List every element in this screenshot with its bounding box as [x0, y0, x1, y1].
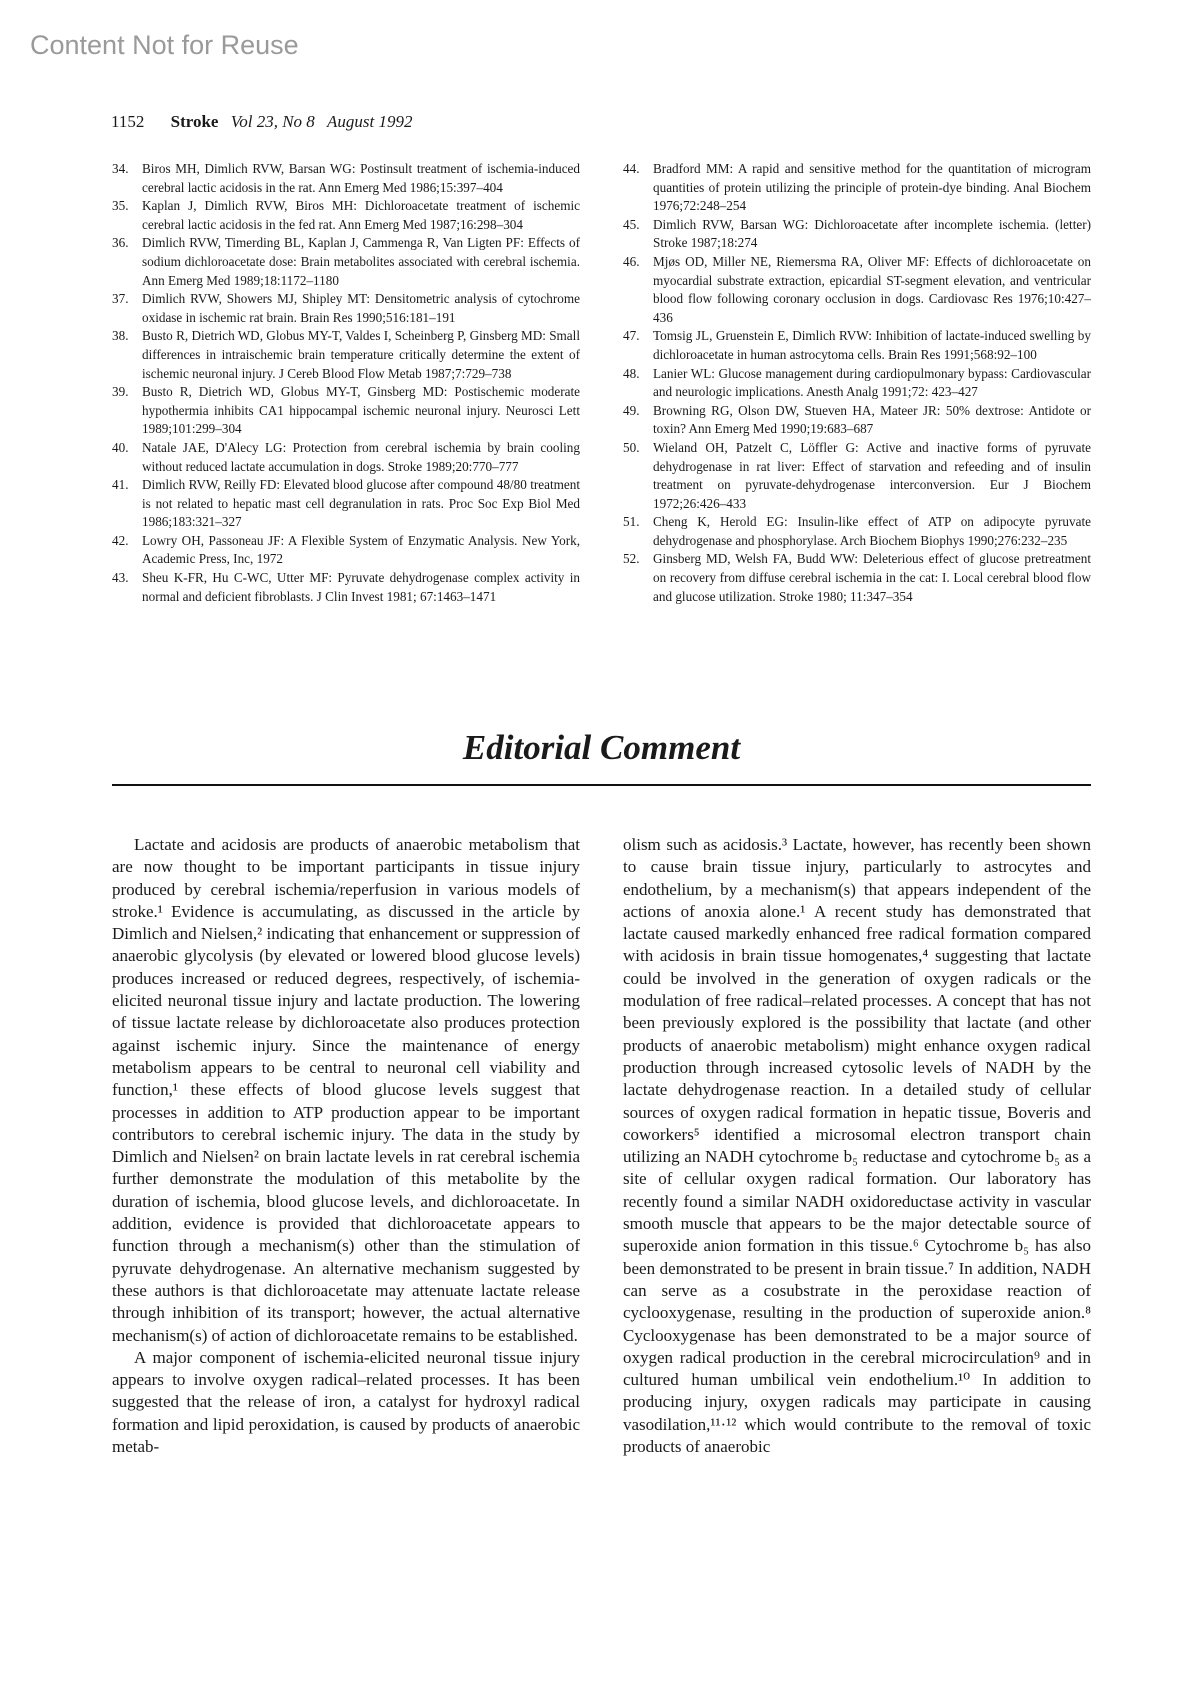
page-number: 1152: [111, 112, 145, 131]
reference-text: Dimlich RVW, Showers MJ, Shipley MT: Densitometric analysis of cytochrome oxidase in ischemic rat brain. Brain Res 1990;516:181–191: [142, 291, 580, 325]
reference-item: [623, 365, 1091, 402]
reference-number: 45.: [623, 216, 640, 232]
reference-text: Wieland OH, Patzelt C, Löffler G: Active and inactive forms of pyruvate dehydrogenase in rat liver: Effect of starvation and refeeding and of insulin treatment on pyruvate-dehydrogenase interconversion. Eur J Biochem 1972;26:426–433: [653, 439, 1091, 511]
reference-number: 44.: [623, 161, 640, 176]
body-column-right: [623, 834, 1091, 1458]
reference-number: 46.: [623, 253, 640, 269]
reference-number: 39.: [112, 384, 129, 400]
reference-text: Ginsberg MD, Welsh FA, Budd WW: Deleterious effect of glucose pretreatment on recovery from diffuse cerebral ischemia in the cat: I. Local cerebral blood flow and glucose utilization. Stroke 1980; 11:347–354: [653, 551, 1091, 604]
reference-text: Lanier WL: Glucose management during cardiopulmonary bypass: Cardiovascular and neurologic implications. Anesth Analg 1991;72: 423–427: [653, 365, 1091, 400]
reference-text: Natale JAE, D'Alecy LG: Protection from cerebral ischemia by brain cooling without reduced lactate accumulation in dogs. Stroke 1989;20:770–777: [142, 439, 580, 474]
reference-number: 41.: [112, 477, 129, 493]
reference-number: 50.: [623, 439, 640, 455]
reference-text: Busto R, Dietrich WD, Globus MY-T, Valdes I, Scheinberg P, Ginsberg MD: Small differences in intraischemic brain temperature critically determine the extent of ischemic neuronal injury. J Cereb Blood Flow Metab 1987;7:729–738: [142, 328, 580, 381]
reference-list-left: [112, 160, 580, 606]
body-paragraph: Lactate and acidosis are products of anaerobic metabolism that are now thought to be important participants in tissue injury produced by cerebral ischemia/reperfusion in various models of stroke.¹ Evidence is accumulating, as discussed in the article by Dimlich and Nielsen,² indicating that enhancement or suppression of anaerobic glycolysis (by elevated or lowered blood glucose levels) produces increased or reduced degrees, respectively, of ischemia-elicited neuronal tissue injury and lactate production. The lowering of tissue lactate release by dichloroacetate also produces protection against ischemic injury. Since the maintenance of energy metabolism appears to be central to neuronal cell viability and function,¹ these effects of blood glucose levels suggest that processes in addition to ATP production appear to be important contributors to cerebral ischemic injury. The data in the study by Dimlich and Nielsen² on brain lactate levels in rat cerebral ischemia further demonstrate the modulation of this metabolite by the duration of ischemia, blood glucose levels, and dichloroacetate. In addition, evidence is provided that dichloroacetate appears to function through a mechanism(s) other than the stimulation of pyruvate dehydrogenase. An alternative mechanism suggested by these authors is that dichloroacetate may attenuate lactate release through inhibition of its transport; however, the actual alternative mechanism(s) of action of dichloroacetate remains to be established.: [112, 835, 580, 1345]
reference-item: [623, 253, 1091, 327]
reference-item: [112, 327, 580, 383]
reference-item: [623, 327, 1091, 364]
reference-text: Biros MH, Dimlich RVW, Barsan WG: Postinsult treatment of ischemia-induced cerebral lactic acidosis in the rat. Ann Emerg Med 1986;15:397–404: [142, 161, 580, 195]
reference-item: [112, 532, 580, 569]
reference-number: 43.: [112, 570, 129, 586]
reference-item: [623, 402, 1091, 439]
reference-number: 40.: [112, 439, 129, 455]
reference-number: 42.: [112, 532, 129, 548]
reference-text: Browning RG, Olson DW, Stueven HA, Mateer JR: 50% dextrose: Antidote or toxin? Ann Emerg Med 1990;19:683–687: [653, 402, 1091, 437]
reference-text: Sheu K-FR, Hu C-WC, Utter MF: Pyruvate dehydrogenase complex activity in normal and deficient fibroblasts. J Clin Invest 1981; 67:1463–1471: [142, 570, 580, 604]
reference-item: [623, 216, 1091, 253]
running-head: [111, 112, 413, 132]
reference-item: [112, 290, 580, 327]
reference-item: [623, 513, 1091, 550]
title-rule: [112, 784, 1091, 786]
reference-text: Mjøs OD, Miller NE, Riemersma RA, Oliver MF: Effects of dichloroacetate on myocardial substrate extraction, epicardial ST-segment elevation, and ventricular blood flow following coronary occlusion in dogs. Cardiovasc Res 1976;10:427–436: [653, 253, 1091, 325]
reference-text: Tomsig JL, Gruenstein E, Dimlich RVW: Inhibition of lactate-induced swelling by dichloroacetate in human astrocytoma cells. Brain Res 1991;568:92–100: [653, 328, 1091, 362]
reference-text: Dimlich RVW, Barsan WG: Dichloroacetate after incomplete ischemia. (letter) Stroke 1987;18:274: [653, 216, 1091, 251]
reference-item: [112, 383, 580, 439]
reference-item: [112, 569, 580, 606]
body-paragraph: A major component of ischemia-elicited neuronal tissue injury appears to involve oxygen radical–related processes. It has been suggested that the release of iron, a catalyst for hydroxyl radical formation and lipid peroxidation, is caused by products of anaerobic metab-: [112, 1347, 580, 1457]
section-title: Editorial Comment: [462, 728, 741, 767]
reference-number: 37.: [112, 291, 129, 307]
reference-text: Kaplan J, Dimlich RVW, Biros MH: Dichloroacetate treatment of ischemic cerebral lactic acidosis in the fed rat. Ann Emerg Med 1987;16:298–304: [142, 198, 580, 232]
reference-item: [623, 550, 1091, 606]
volume-issue: Vol 23, No 8: [230, 112, 315, 131]
reference-item: [112, 476, 580, 532]
journal-name: Stroke: [170, 112, 219, 131]
reference-text: Cheng K, Herold EG: Insulin-like effect of ATP on adipocyte pyruvate dehydrogenase and phosphorylase. Arch Biochem Biophys 1990;276:232–235: [653, 514, 1091, 548]
reference-list-right: [623, 160, 1091, 606]
reference-number: 48.: [623, 365, 640, 381]
body-column-left: [112, 834, 580, 1458]
reference-text: Dimlich RVW, Reilly FD: Elevated blood glucose after compound 48/80 treatment is not related to hepatic mast cell degranulation in rats. Proc Soc Exp Biol Med 1986;183:321–327: [142, 477, 580, 530]
reference-number: 52.: [623, 551, 640, 567]
reference-item: [112, 160, 580, 197]
reference-item: [623, 160, 1091, 216]
reference-item: [112, 197, 580, 234]
reference-text: Lowry OH, Passoneau JF: A Flexible System of Enzymatic Analysis. New York, Academic Press, Inc, 1972: [142, 532, 580, 567]
reference-item: [112, 234, 580, 290]
reference-text: Busto R, Dietrich WD, Globus MY-T, Ginsberg MD: Postischemic moderate hypothermia inhibits CA1 hippocampal ischemic neuronal injury. Neurosci Lett 1989;101:299–304: [142, 384, 580, 437]
reference-number: 36.: [112, 235, 129, 251]
body-paragraph: olism such as acidosis.³ Lactate, however, has recently been shown to cause brain tissue injury, particularly to astrocytes and endothelium, by a mechanism(s) that appears independent of the actions of anoxia alone.¹ A recent study has demonstrated that lactate caused markedly enhanced free radical formation compared with acidosis in brain tissue homogenates,⁴ suggesting that lactate could be involved in the generation of oxygen radicals or the modulation of free radical–related processes. A concept that has not been previously explored is the possibility that lactate (and other products of anaerobic metabolism) might enhance oxygen radical production through increased cytosolic levels of NADH by the lactate dehydrogenase reaction. In a detailed study of cellular sources of oxygen radical formation in hepatic tissue, Boveris and coworkers⁵ identified a microsomal electron transport chain utilizing an NADH cytochrome b₅ reductase and cytochrome b₅ as a site of cellular oxygen radical formation. Our laboratory has recently found a similar NADH oxidoreductase activity in vascular smooth muscle that appears to be the major detectable source of superoxide anion formation in this tissue.⁶ Cytochrome b₅ has also been demonstrated to be present in brain tissue.⁷ In addition, NADH can serve as a cosubstrate in the peroxidase reaction of cyclooxygenase, resulting in the production of superoxide anion.⁸ Cyclooxygenase has been demonstrated to be a major source of oxygen radical production in the cerebral microcirculation⁹ and in cultured human umbilical vein endothelium.¹⁰ In addition to producing injury, oxygen radicals may participate in causing vasodilation,¹¹·¹² which would contribute to the removal of toxic products of anaerobic: [623, 835, 1091, 1457]
watermark: Content Not for Reuse: [30, 30, 299, 60]
reference-number: 34.: [112, 161, 129, 176]
reference-item: [112, 439, 580, 476]
reference-number: 51.: [623, 514, 640, 530]
reference-text: Dimlich RVW, Timerding BL, Kaplan J, Cammenga R, Van Ligten PF: Effects of sodium dichloroacetate dose: Brain metabolites associated with cerebral ischemia. Ann Emerg Med 1989;18:1172–1180: [142, 235, 580, 288]
reference-text: Bradford MM: A rapid and sensitive method for the quantitation of microgram quantities of protein utilizing the principle of protein-dye binding. Anal Biochem 1976;72:248–254: [653, 161, 1091, 214]
reference-number: 47.: [623, 328, 640, 344]
reference-number: 35.: [112, 198, 129, 214]
issue-date: August 1992: [327, 112, 413, 131]
reference-number: 49.: [623, 402, 640, 418]
reference-item: [623, 439, 1091, 513]
reference-number: 38.: [112, 328, 129, 344]
